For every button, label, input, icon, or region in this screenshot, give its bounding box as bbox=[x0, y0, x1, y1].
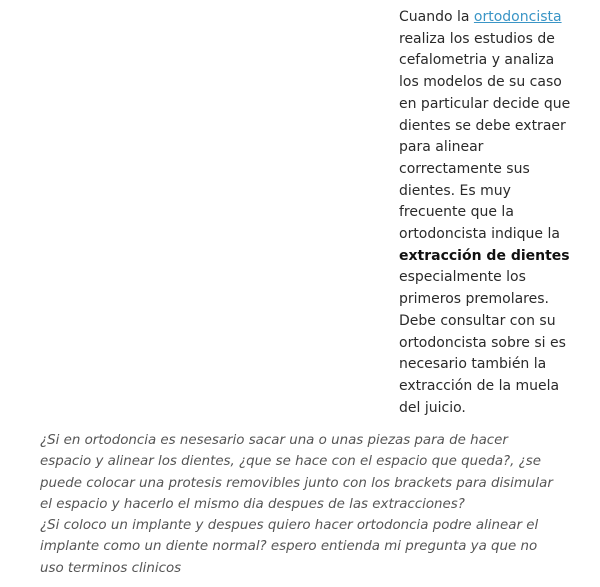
answer-line: extracción de la muela bbox=[399, 377, 560, 394]
answer-line: realiza los estudios de bbox=[399, 30, 555, 47]
question-paragraph bbox=[40, 430, 553, 579]
answer-line: los modelos de su caso bbox=[399, 74, 562, 91]
answer-line: Debe consultar con su bbox=[399, 312, 556, 329]
question-line: ¿Si coloco un implante y despues quiero hacer ortodoncia podre alinear el bbox=[40, 518, 539, 534]
answer-line: correctamente sus bbox=[399, 160, 530, 177]
question-line: el espacio y hacerlo el mismo dia despues de las extracciones? bbox=[40, 496, 465, 512]
answer-line: especialmente los bbox=[399, 269, 526, 286]
answer-line: ortodoncista indique la bbox=[399, 226, 560, 243]
answer-line: necesario también la bbox=[399, 356, 547, 373]
ortodoncista-link[interactable]: ortodoncista bbox=[473, 9, 562, 25]
answer-line: ortodoncista sobre si es bbox=[399, 334, 566, 351]
question-line: puede colocar una protesis removibles junto con los brackets para disimular bbox=[40, 475, 553, 491]
answer-line: dientes. Es muy bbox=[399, 182, 511, 199]
answer-line: primeros premolares. bbox=[399, 291, 549, 308]
question-line: implante como un diente normal? espero entienda mi pregunta ya que no bbox=[40, 539, 538, 555]
answer-line: para alinear bbox=[399, 139, 484, 156]
answer-line: dientes se debe extraer bbox=[399, 117, 566, 134]
answer-paragraph bbox=[399, 7, 589, 419]
question-line: ¿Si en ortodoncia es nesesario sacar una o unas piezas para de hacer bbox=[40, 433, 508, 448]
question-line: uso terminos clinicos bbox=[40, 560, 182, 576]
question-line: espacio y alinear los dientes, ¿que se hace con el espacio que queda?, ¿se bbox=[40, 454, 541, 470]
answer-line: cefalometria y analiza bbox=[399, 52, 555, 69]
answer-line: frecuente que la bbox=[399, 204, 514, 221]
answer-line: en particular decide que bbox=[399, 95, 571, 112]
extraccion-dientes-emphasis: extracción de dientes bbox=[399, 247, 570, 264]
answer-text-start: Cuando la bbox=[399, 9, 474, 25]
answer-line: del juicio. bbox=[399, 399, 466, 416]
